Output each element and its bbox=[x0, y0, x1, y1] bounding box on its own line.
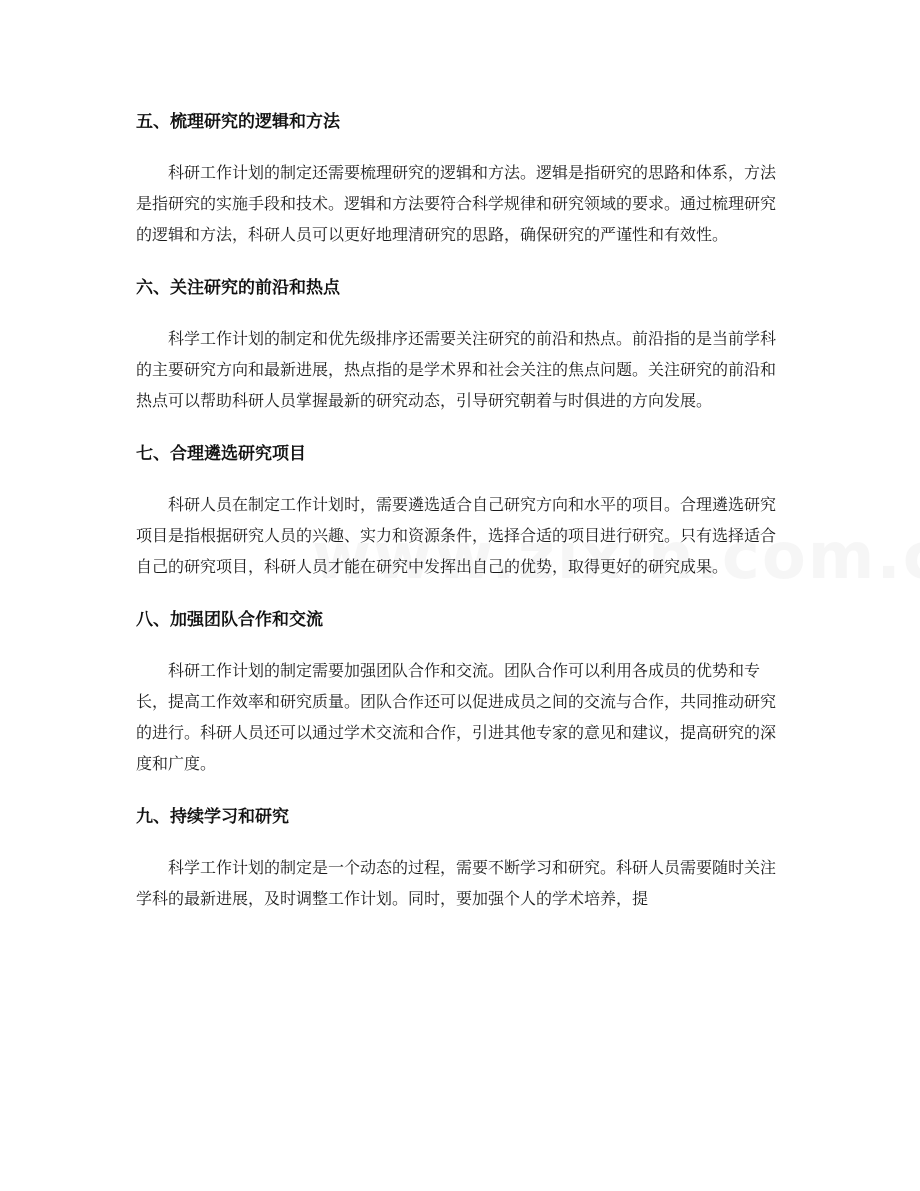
section-body-9: 科学工作计划的制定是一个动态的过程，需要不断学习和研究。科研人员需要随时关注学科的最新进展，及时调整工作计划。同时，要加强个人的学术培养，提 bbox=[136, 858, 777, 908]
section-body-6: 科学工作计划的制定和优先级排序还需要关注研究的前沿和热点。前沿指的是当前学科的主要研究方向和最新进展，热点指的是学术界和社会关注的焦点问题。关注研究的前沿和热点可以帮助科研人员掌握最新的研究动态，引导研究朝着与时俱进的方向发展。 bbox=[136, 329, 777, 410]
section-title-9: 九、持续学习和研究 bbox=[136, 807, 289, 827]
section-title-7: 七、合理遴选研究项目 bbox=[136, 444, 306, 464]
section-body-7: 科研人员在制定工作计划时，需要遴选适合自己研究方向和水平的项目。合理遴选研究项目是指根据研究人员的兴趣、实力和资源条件，选择合适的项目进行研究。只有选择适合自己的研究项目，科研人员才能在研究中发挥出自己的优势，取得更好的研究成果。 bbox=[136, 495, 777, 576]
section-title-5: 五、梳理研究的逻辑和方法 bbox=[136, 112, 340, 132]
section-body-8: 科研工作计划的制定需要加强团队合作和交流。团队合作可以利用各成员的优势和专长，提高工作效率和研究质量。团队合作还可以促进成员之间的交流与合作，共同推动研究的进行。科研人员还可以通过学术交流和合作，引进其他专家的意见和建议，提高研究的深度和广度。 bbox=[136, 661, 777, 773]
document-content bbox=[136, 104, 786, 914]
section-body-5: 科研工作计划的制定还需要梳理研究的逻辑和方法。逻辑是指研究的思路和体系，方法是指研究的实施手段和技术。逻辑和方法要符合科学规律和研究领域的要求。通过梳理研究的逻辑和方法，科研人员可以更好地理清研究的思路，确保研究的严谨性和有效性。 bbox=[136, 163, 777, 244]
section-title-6: 六、关注研究的前沿和热点 bbox=[136, 278, 340, 298]
section-title-8: 八、加强团队合作和交流 bbox=[136, 610, 323, 630]
